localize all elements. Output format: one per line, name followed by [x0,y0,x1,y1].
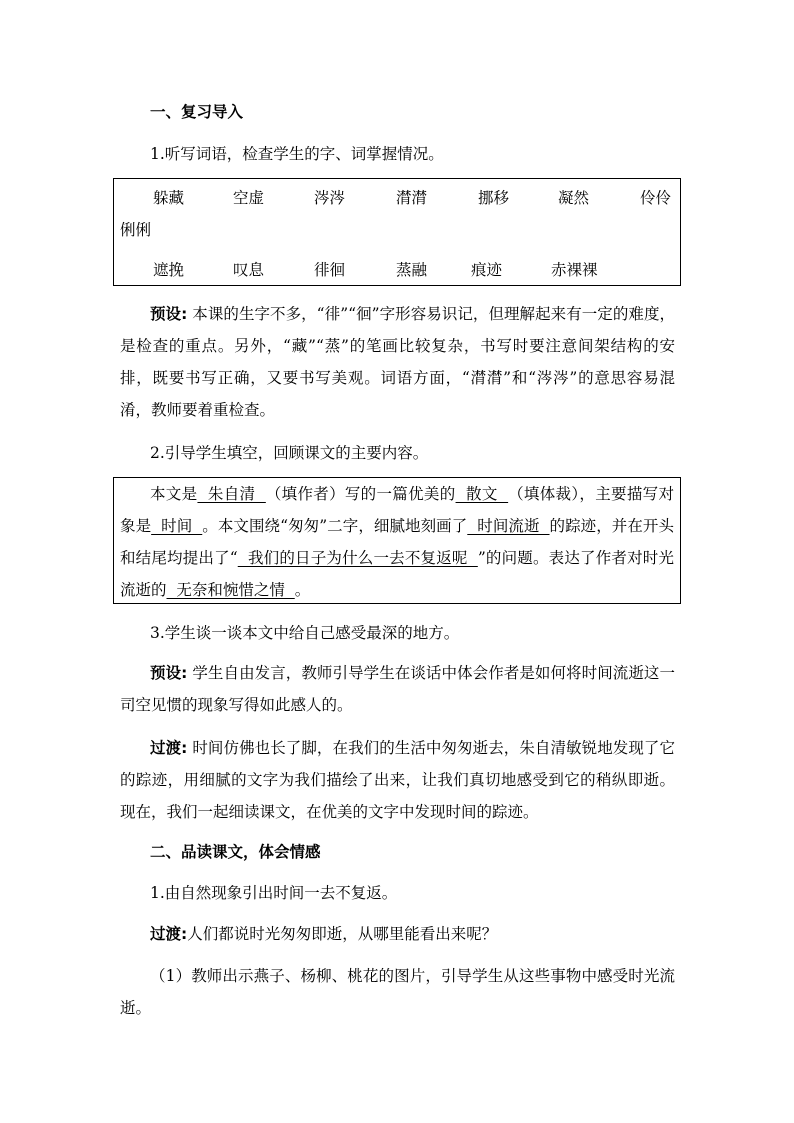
preset-label: 预设 [150,305,182,323]
fill-blank-box [113,477,681,604]
word-item: 叹息 [233,261,265,279]
word-item: 遮挽 [153,261,185,279]
blank-answer: 时间流逝 [467,517,550,535]
item-teacher-pictures: （1）教师出示燕子、杨柳、桃花的图片，引导学生从这些事物中感受时光流逝。 [120,967,675,1017]
word-item: 俐俐 [120,221,152,239]
word-item: 伶伶 [640,189,672,207]
word-box [113,178,681,286]
word-item: 涔涔 [314,189,346,207]
word-item: 赤裸裸 [551,261,598,279]
preset-text: 本课的生字不多，“徘”“徊”字形容易识记，但理解起来有一定的难度，是检查的重点。另外，“藏”“蒸”的笔画比较复杂，书写时要注意间架结构的安排，既要书写正确，又要书写美观。词语方面，“潸潸”和“涔涔”的意思容易混淆，教师要着重检查。 [120,305,675,419]
transition-paragraph-2: 过渡:人们都说时光匆匆即逝，从哪里能看出来呢？ [150,925,498,943]
blank-answer: 朱自清 [197,485,266,503]
word-item: 痕迹 [471,261,503,279]
transition-text: 时间仿佛也长了脚，在我们的生活中匆匆逝去，朱自清敏锐地发现了它的踪迹，用细腻的文字为我们描绘了出来，让我们真切地感受到它的稍纵即逝。现在，我们一起细读课文，在优美的文字中发现时间的踪迹。 [120,739,675,821]
word-item: 潸潸 [396,189,428,207]
section-heading-review: 一、复习导入 [150,103,244,121]
fill-blank-text: 本文是 朱自清 （填作者）写的一篇优美的 散文 （填体裁），主要描写对象是 时间 。本文围绕“匆匆”二字，细腻地刻画了 时间流逝 的踪迹，并在开头和结尾均提出了“ 我们的日子为什么一去不复返呢 ”的问题。表达了作者对时光流逝的 无奈和惋惜之情 。 [120,485,674,599]
transition-text: 人们都说时光匆匆即逝，从哪里能看出来呢？ [187,925,498,943]
transition-label: 过渡 [150,739,182,757]
word-item: 躲藏 [153,189,185,207]
word-item: 空虚 [233,189,265,207]
word-item: 凝然 [558,189,590,207]
blank-answer: 时间 [151,517,203,535]
word-item: 挪移 [478,189,510,207]
section-heading-reading: 二、品读课文，体会情感 [150,843,321,861]
item-natural-phenomena: 1.由自然现象引出时间一去不复返。 [150,884,398,902]
item-discussion: 3.学生谈一谈本文中给自己感受最深的地方。 [150,624,460,642]
item-fill-blank: 2.引导学生填空，回顾课文的主要内容。 [150,444,429,462]
transition-paragraph-1: 过渡: 时间仿佛也长了脚，在我们的生活中匆匆逝去，朱自清敏锐地发现了它的踪迹，用细腻的文字为我们描绘了出来，让我们真切地感受到它的稍纵即逝。现在，我们一起细读课文，在优美的文字中发现时间的踪迹。 [120,739,675,821]
word-item: 徘徊 [314,261,346,279]
item-dictation: 1.听写词语，检查学生的字、词掌握情况。 [150,145,444,163]
blank-answer: 我们的日子为什么一去不复返呢 [237,549,478,567]
preset-paragraph-1: 预设: 本课的生字不多，“徘”“徊”字形容易识记，但理解起来有一定的难度，是检查的重点。另外，“藏”“蒸”的笔画比较复杂，书写时要注意间架结构的安排，既要书写正确，又要书写美观。词语方面，“潸潸”和“涔涔”的意思容易混淆，教师要着重检查。 [120,305,675,419]
blank-answer: 无奈和惋惜之情 [166,581,295,599]
preset-text: 学生自由发言，教师引导学生在谈话中体会作者是如何将时间流逝这一司空见惯的现象写得如此感人的。 [120,664,675,714]
blank-answer: 散文 [455,485,509,503]
preset-label: 预设 [150,664,182,682]
preset-paragraph-2: 预设: 学生自由发言，教师引导学生在谈话中体会作者是如何将时间流逝这一司空见惯的现象写得如此感人的。 [120,664,675,714]
transition-label: 过渡 [150,925,182,943]
word-item: 蒸融 [396,261,428,279]
